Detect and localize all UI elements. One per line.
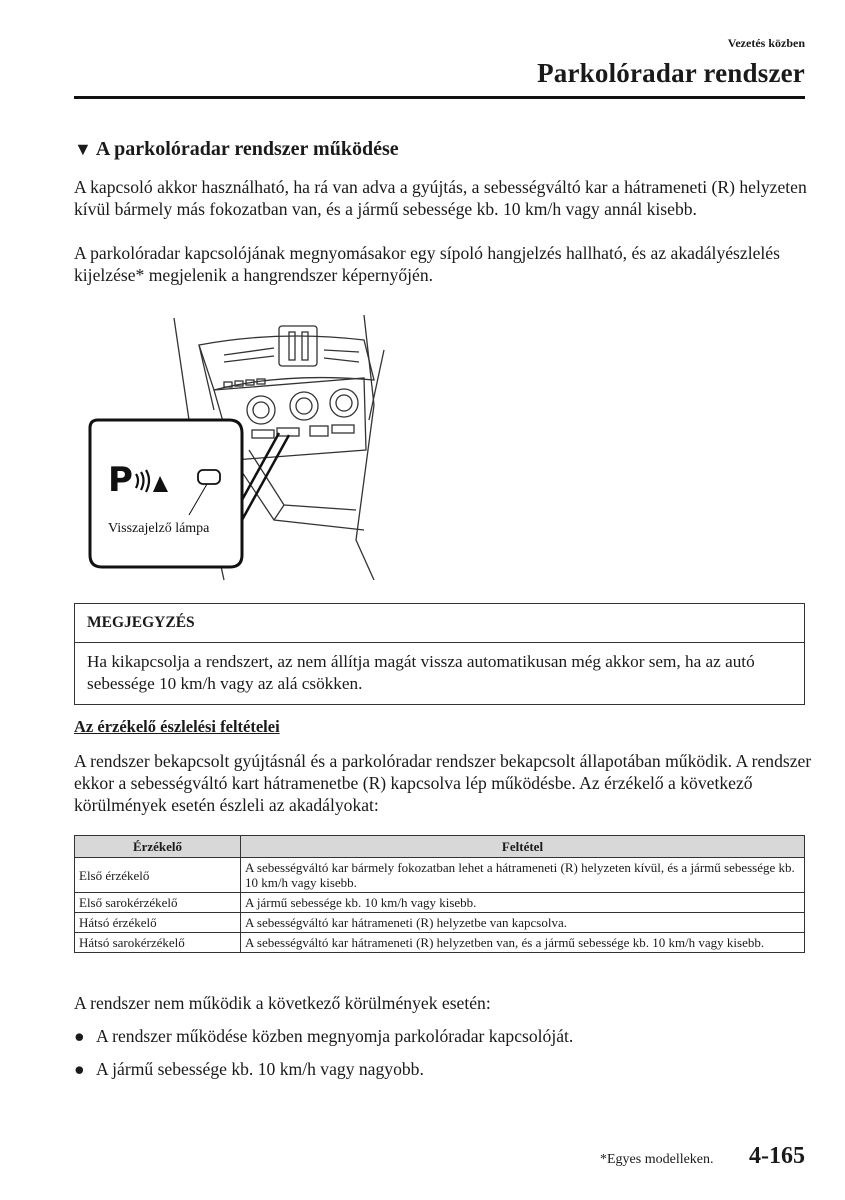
- list-item: [74, 1025, 814, 1047]
- note-heading: MEGJEGYZÉS: [75, 604, 804, 643]
- table-cell-condition: A sebességváltó kar hátrameneti (R) helyzetbe van kapcsolva.: [241, 913, 805, 933]
- console-illustration: [74, 310, 454, 580]
- bullet-list: [74, 1025, 814, 1091]
- page-title: Parkolóradar rendszer: [537, 58, 805, 88]
- bullet-icon: ●: [74, 1059, 85, 1079]
- paragraph-switch-press: A parkolóradar kapcsolójának megnyomásakor egy sípoló hangjelzés hallható, és az akadályészlelés kijelzése* megjelenik a hangrendszer képernyőjén.: [74, 243, 780, 285]
- table-cell-sensor: Első érzékelő: [75, 858, 241, 893]
- title-divider: [74, 96, 805, 99]
- section-title: A parkolóradar rendszer működése: [95, 138, 399, 160]
- note-text: Ha kikapcsolja a rendszert, az nem állítja magát vissza automatikusan még akkor sem, ha az autó sebessége 10 km/h vagy az alá csökken.: [87, 652, 755, 693]
- table-row: [75, 858, 805, 893]
- table-cell-condition: A sebességváltó kar bármely fokozatban lehet a hátrameneti (R) helyzeten kívül, és a jármű sebessége kb. 10 km/h vagy kisebb.: [241, 858, 805, 893]
- section-heading: [74, 138, 399, 161]
- list-item: [74, 1058, 814, 1080]
- footnote: *Egyes modelleken.: [600, 1152, 714, 1167]
- bullet-icon: ●: [74, 1026, 85, 1046]
- table-row: [75, 913, 805, 933]
- paragraph-not-working: A rendszer nem működik a következő körülmények esetén:: [74, 993, 491, 1013]
- table-header-condition: Feltétel: [241, 836, 805, 858]
- table-cell-condition: A sebességváltó kar hátrameneti (R) helyzetben van, és a jármű sebessége kb. 10 km/h vagy kisebb.: [241, 933, 805, 953]
- list-item-text: A jármű sebessége kb. 10 km/h vagy nagyobb.: [96, 1059, 424, 1079]
- table-cell-sensor: Hátsó érzékelő: [75, 913, 241, 933]
- list-item-text: A rendszer működése közben megnyomja parkolóradar kapcsolóját.: [96, 1026, 574, 1046]
- svg-text:P: P: [108, 460, 133, 500]
- triangle-marker-icon: ▼: [74, 139, 92, 159]
- chapter-label: Vezetés közben: [727, 36, 805, 50]
- callout-label: Visszajelző lámpa: [108, 521, 210, 536]
- table-cell-condition: A jármű sebessége kb. 10 km/h vagy kisebb.: [241, 893, 805, 913]
- sensor-conditions-table: [74, 835, 805, 953]
- table-header-sensor: Érzékelő: [75, 836, 241, 858]
- paragraph-switch-conditions: A kapcsoló akkor használható, ha rá van adva a gyújtás, a sebességváltó kar a hátrameneti (R) helyzeten kívül bármely más fokozatban van, és a jármű sebessége kb. 10 km/h vagy annál kisebb.: [74, 177, 807, 219]
- table-row: [75, 893, 805, 913]
- paragraph-detection: A rendszer bekapcsolt gyújtásnál és a parkolóradar rendszer bekapcsolt állapotában működik. A rendszer ekkor a sebességváltó kart hátramenetbe (R) kapcsolva lép működésbe. Az érzékelő a következő körülmények esetén észleli az akadályokat:: [74, 751, 812, 815]
- subheading: Az érzékelő észlelési feltételei: [74, 717, 280, 736]
- page-number: 4-165: [749, 1143, 805, 1169]
- table-row: [75, 933, 805, 953]
- table-cell-sensor: Első sarokérzékelő: [75, 893, 241, 913]
- table-cell-sensor: Hátsó sarokérzékelő: [75, 933, 241, 953]
- note-box: [74, 603, 805, 705]
- table-header-row: [75, 836, 805, 858]
